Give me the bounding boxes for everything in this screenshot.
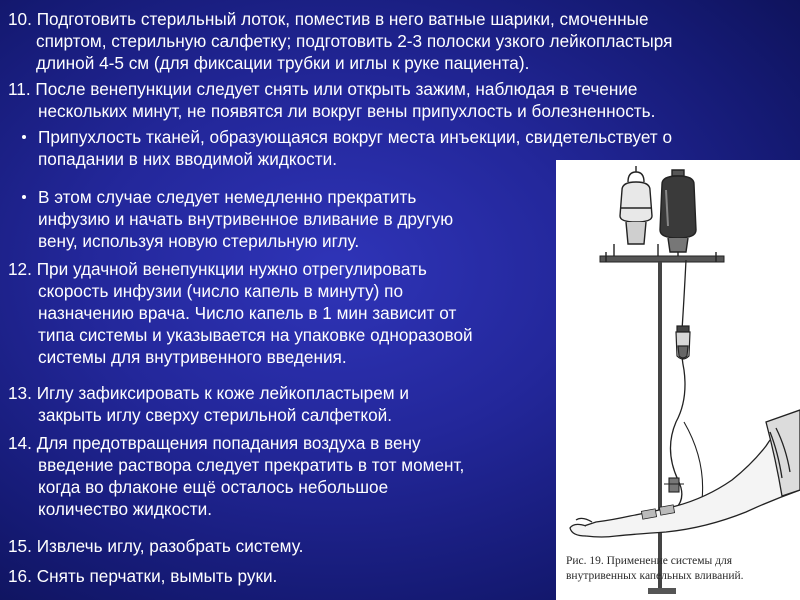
figure-caption (566, 554, 798, 584)
step-10-line-1 (8, 8, 672, 30)
iv-system-figure (556, 160, 800, 600)
step-11 (8, 78, 655, 122)
step-15-text-1: Извлечь иглу, разобрать систему. (36, 536, 304, 556)
patient-arm (570, 410, 800, 537)
drip-chamber-icon (676, 326, 690, 359)
step-14-marker: 14. (8, 433, 32, 453)
bullet-stop-line-1: В этом случае следует немедленно прекратить (38, 187, 417, 207)
step-10-text-1: Подготовить стерильный лоток, поместив в него ватные шарики, смоченные (36, 9, 649, 29)
bullet-swelling-line-2: попадании в них вводимой жидкости. (38, 149, 338, 169)
step-10-line-3: длиной 4-5 см (для фиксации трубки и иглы к руке пациента). (36, 53, 530, 73)
step-16-marker: 16. (8, 566, 32, 586)
step-13 (8, 382, 409, 426)
step-13-line-2: закрыть иглу сверху стерильной салфеткой. (38, 405, 393, 425)
stand-shelf (600, 256, 724, 262)
step-14-line-1 (8, 432, 464, 454)
step-11-marker: 11. (8, 79, 31, 99)
step-16-text-1: Снять перчатки, вымыть руки. (36, 566, 278, 586)
step-12-line-3: назначению врача. Число капель в 1 мин зависит от (38, 303, 457, 323)
step-12 (8, 258, 473, 368)
step-11-line-2: нескольких минут, не появятся ли вокруг вены припухлость и болезненность. (38, 101, 656, 121)
figure-caption-line-2: внутривенных капельных вливаний. (566, 570, 744, 582)
step-10-line-2: спиртом, стерильную салфетку; подготовить 2-3 полоски узкого лейкопластыря (36, 31, 673, 51)
step-12-line-2: скорость инфузии (число капель в минуту) по (38, 281, 404, 301)
step-12-line-1 (8, 258, 473, 280)
step-14 (8, 432, 464, 520)
figure-caption-line-1: Рис. 19. Применение системы для (566, 555, 733, 567)
step-11-text-1: После венепункции следует снять или открыть зажим, наблюдая в течение (35, 79, 638, 99)
step-14-line-3: когда во флаконе ещё осталось небольшое (38, 477, 389, 497)
bullet-swelling-line-1: Припухлость тканей, образующаяся вокруг места инъекции, свидетельствует о (38, 127, 673, 147)
step-15-marker: 15. (8, 536, 32, 556)
step-11-line-1 (8, 78, 655, 100)
step-12-text-1: При удачной венепункции нужно отрегулировать (36, 259, 427, 279)
left-bottle-icon (614, 166, 658, 258)
step-16 (8, 565, 277, 587)
step-15 (8, 535, 303, 557)
bullet-marker (22, 135, 26, 139)
step-13-text-1: Иглу зафиксировать к коже лейкопластырем и (36, 383, 409, 403)
step-14-text-1: Для предотвращения попадания воздуха в вену (36, 433, 421, 453)
step-12-marker: 12. (8, 259, 32, 279)
step-16-line-1 (8, 565, 277, 587)
step-12-line-5: системы для внутривенного введения. (38, 347, 347, 367)
stand-base (648, 588, 676, 594)
step-12-line-4: типа системы и указывается на упаковке одноразовой (38, 325, 473, 345)
step-10 (8, 8, 672, 74)
stand-pole (658, 262, 662, 592)
step-13-line-1 (8, 382, 409, 404)
right-bottle-icon (660, 170, 696, 260)
step-10-marker: 10. (8, 9, 32, 29)
iv-drip-illustration (556, 160, 800, 600)
step-15-line-1 (8, 535, 303, 557)
bullet-marker (22, 195, 26, 199)
step-13-marker: 13. (8, 383, 32, 403)
step-14-line-2: введение раствора следует прекратить в тот момент, (38, 455, 465, 475)
bullet-stop-line-3: вену, используя новую стерильную иглу. (38, 231, 360, 251)
bullet-stop-infusion (38, 186, 453, 252)
step-14-line-4: количество жидкости. (38, 499, 213, 519)
bullet-stop-line-2: инфузию и начать внутривенное вливание в другую (38, 209, 454, 229)
